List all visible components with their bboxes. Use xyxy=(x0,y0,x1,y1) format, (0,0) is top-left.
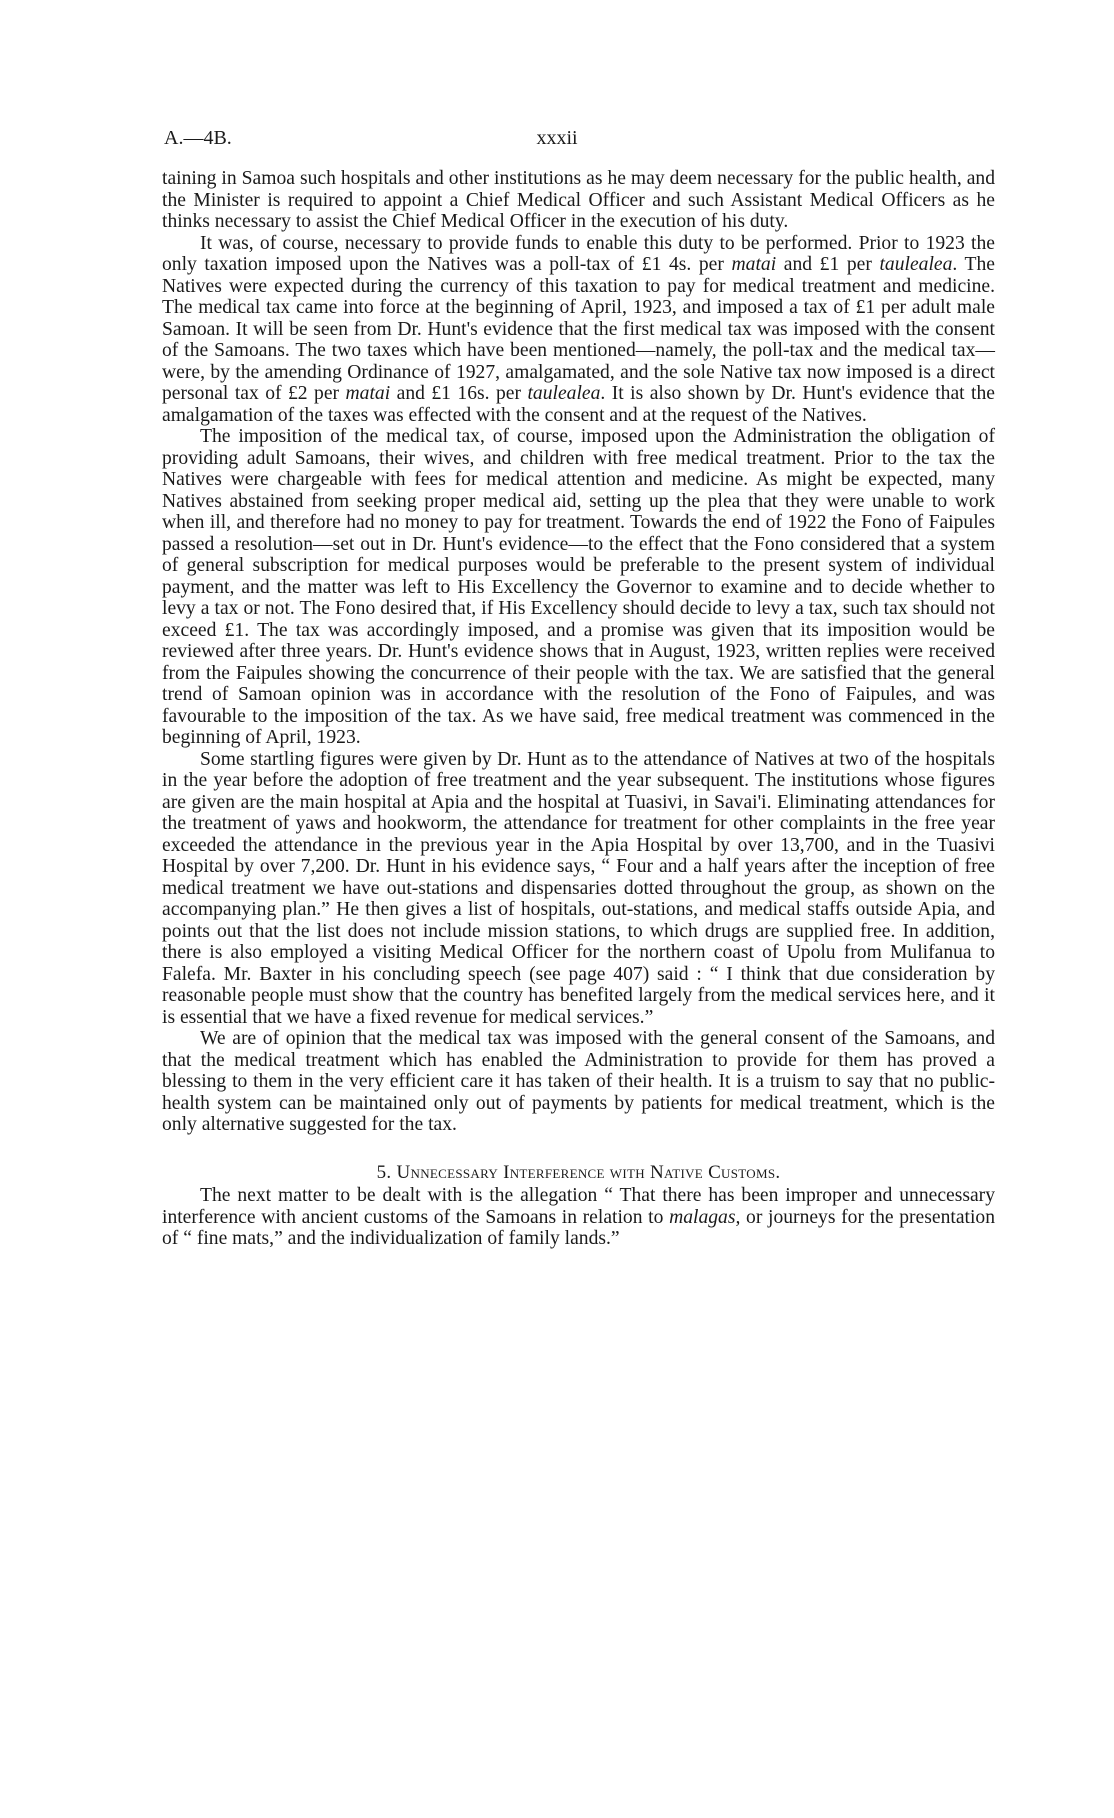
paragraph-5: We are of opinion that the medical tax was imposed with the general consent of the Samoans, and that the medical treatment which has enabled the Administration to provide for them has proved a blessing to them in the very efficient care it has taken of their health. It is a truism to say that no public-health system can be maintained only out of payments by patients for medical treatment, which is the only alternative suggested for the tax. xyxy=(162,1028,995,1135)
italic-term: taulealea xyxy=(527,383,601,404)
paragraph-4: Some startling figures were given by Dr. Hunt as to the attendance of Natives at two of the hospitals in the year before the adoption of free treatment and the year subsequent. The institutions whose figures are given are the main hospital at Apia and the hospital at Tuasivi, in Savai'i. Eliminating attendances for the treatment of yaws and hookworm, the attendance for treatment for other complaints in the free year exceeded the attendance in the previous year in the Apia Hospital by over 13,700, and in the Tuasivi Hospital by over 7,200. Dr. Hunt in his evidence says, “ Four and a half years after the inception of free medical treatment we have out-stations and dispensaries dotted throughout the group, as shown on the accompanying plan.” He then gives a list of hospitals, out-stations, and medical staffs outside Apia, and points out that the list does not include mission stations, to which drugs are supplied free. In addition, there is also employed a visiting Medical Officer for the northern coast of Upolu from Mulifanua to Falefa. Mr. Baxter in his concluding speech (see page 407) said : “ I think that due consideration by reasonable people must show that the country has benefited largely from the medical services here, and it is essential that we have a fixed revenue for medical services.” xyxy=(162,748,995,1028)
paragraph-1: taining in Samoa such hospitals and other institutions as he may deem necessary for the public health, and the Minister is required to appoint a Chief Medical Officer and such Assistant Medical Officers as he thinks necessary to assist the Chief Medical Officer in the execution of his duty. xyxy=(162,168,995,232)
text-run: It was, of course, necessary to provide funds to enable this duty to be performed. Prior to 1923 the only taxation imposed upon the Natives was a poll-tax of £1 4s. per xyxy=(162,232,995,275)
text-run: and £1 per xyxy=(776,254,880,275)
document-reference: A.—4B. xyxy=(164,127,232,149)
body-text xyxy=(162,168,995,1250)
paragraph-6 xyxy=(162,1185,995,1250)
section-heading: 5. Unnecessary Interference with Native Customs. xyxy=(376,1161,781,1183)
text-run: and £1 16s. per xyxy=(390,383,528,404)
text-run: The next matter to be dealt with is the allegation “ That there has been improper and unnecessary interference with ancient customs of the Samoans in relation to xyxy=(162,1185,995,1228)
page-number: xxxii xyxy=(536,127,578,149)
text-run: . It is also shown by Dr. Hunt's evidence that the amalgamation of the taxes was effected with the consent and at the request of the Natives. xyxy=(162,383,995,426)
paragraph-3: The imposition of the medical tax, of course, imposed upon the Administration the obligation of providing adult Samoans, their wives, and children with free medical treatment. Prior to the tax the Natives were chargeable with fees for medical attention and medicine. As might be expected, many Natives abstained from seeking proper medical aid, setting up the plea that they were unable to work when ill, and therefore had no money to pay for treatment. Towards the end of 1922 the Fono of Faipules passed a resolution—set out in Dr. Hunt's evidence—to the effect that the Fono considered that a system of general subscription for medical purposes would be preferable to the present system of individual payment, and the matter was left to His Excellency the Governor to examine and to decide whether to levy a tax or not. The Fono desired that, if His Excellency should decide to levy a tax, such tax should not exceed £1. The tax was accordingly imposed, and a promise was given that its imposition would be reviewed after three years. Dr. Hunt's evidence shows that in August, 1923, written replies were received from the Faipules showing the concurrence of their people with the tax. We are satisfied that the general trend of Samoan opinion was in accordance with the resolution of the Fono of Faipules, and was favourable to the imposition of the tax. As we have said, free medical treatment was commenced in the beginning of April, 1923. xyxy=(162,426,995,748)
italic-term: matai xyxy=(731,254,777,275)
text-run: . The Natives were expected during the currency of this taxation to pay for medical treatment and medicine. The medical tax came into force at the beginning of April, 1923, and imposed a tax of £1 per adult male Samoan. It will be seen from Dr. Hunt's evidence that the first medical tax was imposed with the consent of the Samoans. The two taxes which have been mentioned—namely, the poll-tax and the medical tax—were, by the amending Ordinance of 1927, amalgamated, and the sole Native tax now imposed is a direct personal tax of £2 per xyxy=(162,254,995,404)
italic-term: taulealea xyxy=(879,254,953,275)
italic-term: malagas, xyxy=(669,1206,741,1228)
paragraph-2 xyxy=(162,233,995,427)
italic-term: matai xyxy=(345,383,391,404)
text-run: or journeys for the presentation of “ fine mats,” and the individualization of family lands.” xyxy=(162,1206,995,1249)
